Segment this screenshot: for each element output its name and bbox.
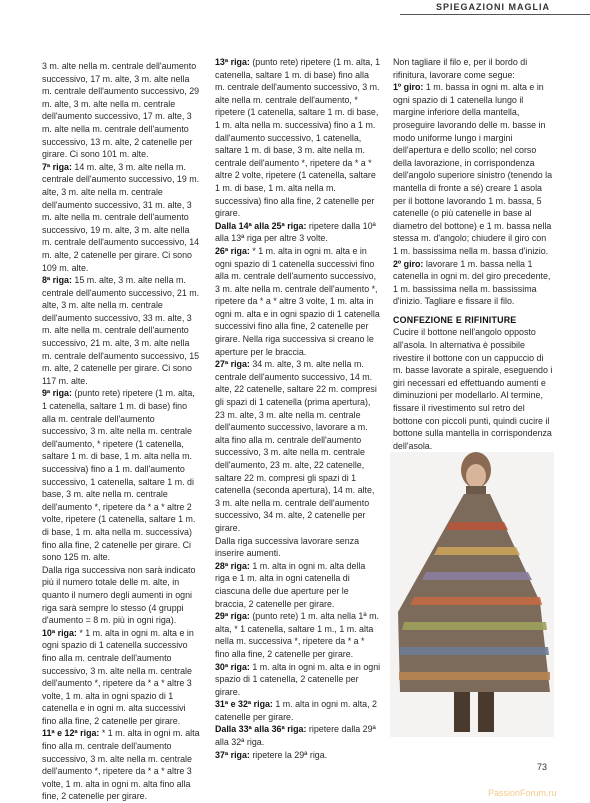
paragraph [42,60,200,161]
paragraph-text: 34 m. alte, 3 m. alte nella m. centrale dell'aumento successivo, 14 m. alte, 22 catenelle, saltare 22 m. compresi gli spazi di 1 catenella (prima apertura), 23 m. alte, 3 m. alte nella m. centrale dell'aumento successivo, lavorare a m. alta fino alla m. centrale dell'aumento successivo, 3 m. alte nella m. centrale dell'aumento, 23 m. alte, 22 catenelle, saltare 22 m. compresi gli spazi di 1 catenella (seconda apertura), 14 m. alte, 3 m. alte nella m. centrale dell'aumento successivo, 34 m. alte, 2 catenelle per girare. [215,359,377,533]
paragraph [42,727,200,803]
paragraph-text: ripetere la 29ª riga. [249,749,328,760]
paragraph-text: * 1 m. alta in ogni m. alta e in ogni spazio di 1 catenella successivo fino alla m. centrale dell'aumento successivo, 3 m. alte nella m. centrale dell'aumento *, ripetere da * a * altre 3 volte, 1 m. alta in ogni spazio di 1 catenella e in ogni m. alta successivi fino alla fine, 2 catenelle per girare. [42,627,194,726]
step-label: 31ª e 32ª riga: [215,699,273,710]
paragraph-text: 3 m. alte nella m. centrale dell'aumento successivo, 17 m. alte, 3 m. alte nella m. centrale dell'aumento successivo, 29 m. alte, 3 m. alte nella m. centrale dell'aumento successivo, 17 m. alte, 3 m. alte nella m. centrale dell'aumento successivo, 13 m. alte, 2 catenelle per girare. Ci sono 101 m. alte. [42,61,200,160]
paragraph [215,749,381,762]
paragraph [393,258,553,308]
paragraph [42,387,200,563]
paragraph [215,723,381,748]
paragraph-text: lavorare 1 m. bassa nella 1 catenella in ogni m. del giro precedente, 1 m. bassissima nella m. bassissima d'inizio. Tagliare e fissare il filo. [393,258,551,307]
paragraph [393,326,553,452]
watermark-text: PassionForum.ru [488,788,557,798]
paragraph-text: 1 m. bassa in ogni m. alta e in ogni spazio di 1 catenella lungo il margine inferiore della mantella, proseguire lavorando delle m. basse in modo uniforme lungo i margini dell'apertura e dello scollo; nel corso della lavorazione, in corrispondenza dell'angolo superiore sinistro (tenendo la mantella di fronte a sé) creare 1 asola per il bottone lavorando 1 m. bassa, 5 catenelle (o più catenelle in base al diametro del bottone) e 1 m. bassa nella stessa m. d'angolo; chiudere il giro con 1 m. bassissima nella m. bassa d'inizio. [393,82,553,256]
step-label: 11ª e 12ª riga: [42,728,100,739]
step-label: CONFEZIONE E RIFINITURE [393,314,517,325]
paragraph-text: * 1 m. alta in ogni m. alta e in ogni spazio di 1 catenella successivi fino alla m. centrale dell'aumento successivo, 3 m. alte nella m. centrale dell'aumento *, ripetere da * a * altre 3 volte, 1 m. alta in ogni m. alta e in ogni spazio di 1 catenella successivi fino alla fine, 2 catenelle per girare. Nella riga successiva si creano le aperture per le braccia. [215,245,380,357]
paragraph-text: * 1 m. alta in ogni m. alta fino alla m. centrale dell'aumento successivo, 3 m. alte nella m. centrale dell'aumento *, ripetere da * a * altre 3 volte, 1 m. alta in ogni m. alta fino alla fine, 2 catenelle per girare. [42,728,200,802]
paragraph [215,698,381,723]
paragraph [42,627,200,728]
paragraph [215,245,381,358]
paragraph-text: Dalla riga successiva non sarà indicato più il numero totale delle m. alte, in quanto il numero degli aumenti in ogni riga sarà sempre lo stesso (4 gruppi d'aumento = 8 m. più in ogni riga). [42,564,196,626]
paragraph [42,161,200,274]
step-label: 37ª riga: [215,749,250,760]
section-title: SPIEGAZIONI MAGLIA [435,2,550,12]
paragraph-text: ripetere dalla 10ª alla 13ª riga per altre 3 volte. [215,220,376,244]
step-label: 7ª riga: [42,161,72,172]
crochet-cape-photo [390,452,554,737]
paragraph-text: Cucire il bottone nell'angolo opposto all'asola. In alternativa è possibile rivestire il bottone con un cappuccio di m. basse lavorate a spirale, eseguendo i giri necessari ed effettuando aumenti e diminuzioni per modellarlo. Al termine, fissare il rivestimento sul retro del bottone con piccoli punti, quindi cucire il bottone sulla mantella in corrispondenza dell'asola. [393,327,553,451]
paragraph-text: Dalla riga successiva lavorare senza inserire aumenti. [215,535,360,559]
step-label: 29ª riga: [215,611,250,622]
step-label: 28ª riga: [215,560,250,571]
step-label: 13ª riga: [215,57,250,67]
step-label: 9ª riga: [42,388,72,399]
step-label: 30ª riga: [215,661,250,672]
text-column-1 [42,60,200,803]
paragraph-text: 14 m. alte, 3 m. alte nella m. centrale dell'aumento successivo, 19 m. alte, 3 m. alte nella m. centrale dell'aumento successivo, 31 m. alte, 3 m. alte nella m. centrale dell'aumento successivo, 19 m. alte, 3 m. alte nella m. centrale dell'aumento successivo, 14 m. alte, 2 catenelle per girare. Ci sono 109 m. alte. [42,161,200,273]
section-header [400,0,590,18]
paragraph [215,560,381,610]
paragraph [42,274,200,387]
step-label: Dalla 33ª alla 36ª riga: [215,724,307,735]
paragraph-text: (punto rete) ripetere (1 m. alta, 1 catenella, saltare 1 m. di base) fino alla m. centrale dell'aumento successivo, 3 m. alte nella m. centrale dell'aumento, * ripetere (1 catenella, saltare 1 m. di base, 1 m. alta nella m. successiva) fino a 1 m. dall'aumento successivo, 1 catenella, saltare 1 m. di base, 3 m. alte nella m. centrale dell'aumento *, ripetere da * a * altre 2 volte, ripetere (1 catenella, saltare 1 m. di base, 1 m. alta nella m. successiva) fino alla fine, 2 catenelle per girare. Ci sono 125 m. alte. [42,388,196,563]
paragraph-text: 1 m. alta in ogni m. alta della riga e 1 m. alta in ogni catenella di ciascuna delle due aperture per le braccia, 2 catenelle per girare. [215,560,366,609]
header-rule [400,14,590,15]
page-number: 73 [537,762,548,772]
paragraph [42,564,200,627]
paragraph [215,358,381,534]
text-column-3 [393,56,553,452]
step-label: 27ª riga: [215,359,250,370]
paragraph [393,56,553,81]
step-label: 26ª riga: [215,245,250,256]
paragraph-text: 15 m. alte, 3 m. alte nella m. centrale dell'aumento successivo, 21 m. alte, 3 m. alte nella m. centrale dell'aumento successivo, 33 m. alte, 3 m. alte nella m. centrale dell'aumento successivo, 21 m. alte, 3 m. alte nella m. centrale dell'aumento successivo, 15 m. alte, 2 catenelle per girare. Ci sono 117 m. alte. [42,275,200,386]
paragraph [215,610,381,660]
text-column-2 [215,56,381,761]
paragraph [215,535,381,560]
paragraph-text: ripetere dalla 29ª alla 32ª riga. [215,724,376,748]
paragraph-text: 1 m. alta in ogni m. alta e in ogni spazio di 1 catenella, 2 catenelle per girare. [215,661,381,697]
step-label: Dalla 14ª alla 25ª riga: [215,220,307,231]
paragraph-text: (punto rete) ripetere (1 m. alta, 1 catenella, saltare 1 m. di base) fino alla m. centrale dell'aumento successivo, 3 m. alte nella m. centrale dell'aumento, * ripetere (1 catenella, saltare 1 m. di base, 1 m. alta nella m. successiva) fino a 1 m. dall'aumento successivo, 1 catenella, saltare 1 m. di base, 3 m. alte nella m. centrale dell'aumento *, ripetere da * a * altre 2 volte, ripetere (1 catenella, saltare 1 m. di base, 1 m. alta nella m. successiva) fino alla fine, 2 catenelle per girare. [215,57,381,219]
paragraph-text: 1 m. alta in ogni m. alta, 2 catenelle per girare. [215,699,377,722]
paragraph [215,220,381,245]
step-label: 2º giro: [393,258,424,269]
paragraph-text: Non tagliare il filo e, per il bordo di rifinitura, lavorare come segue: [393,57,528,80]
step-label: 8ª riga: [42,275,72,286]
paragraph [393,81,553,257]
step-label: 1º giro: [393,82,424,93]
section-heading [393,314,553,327]
paragraph [215,56,381,220]
step-label: 10ª riga: [42,627,77,638]
paragraph-text: (punto rete) 1 m. alta nella 1ª m. alta, * 1 catenella, saltare 1 m., 1 m. alta nella m. successiva *, ripetere da * a * fino alla fine, 2 catenelle per girare. [215,611,379,659]
paragraph [215,661,381,699]
